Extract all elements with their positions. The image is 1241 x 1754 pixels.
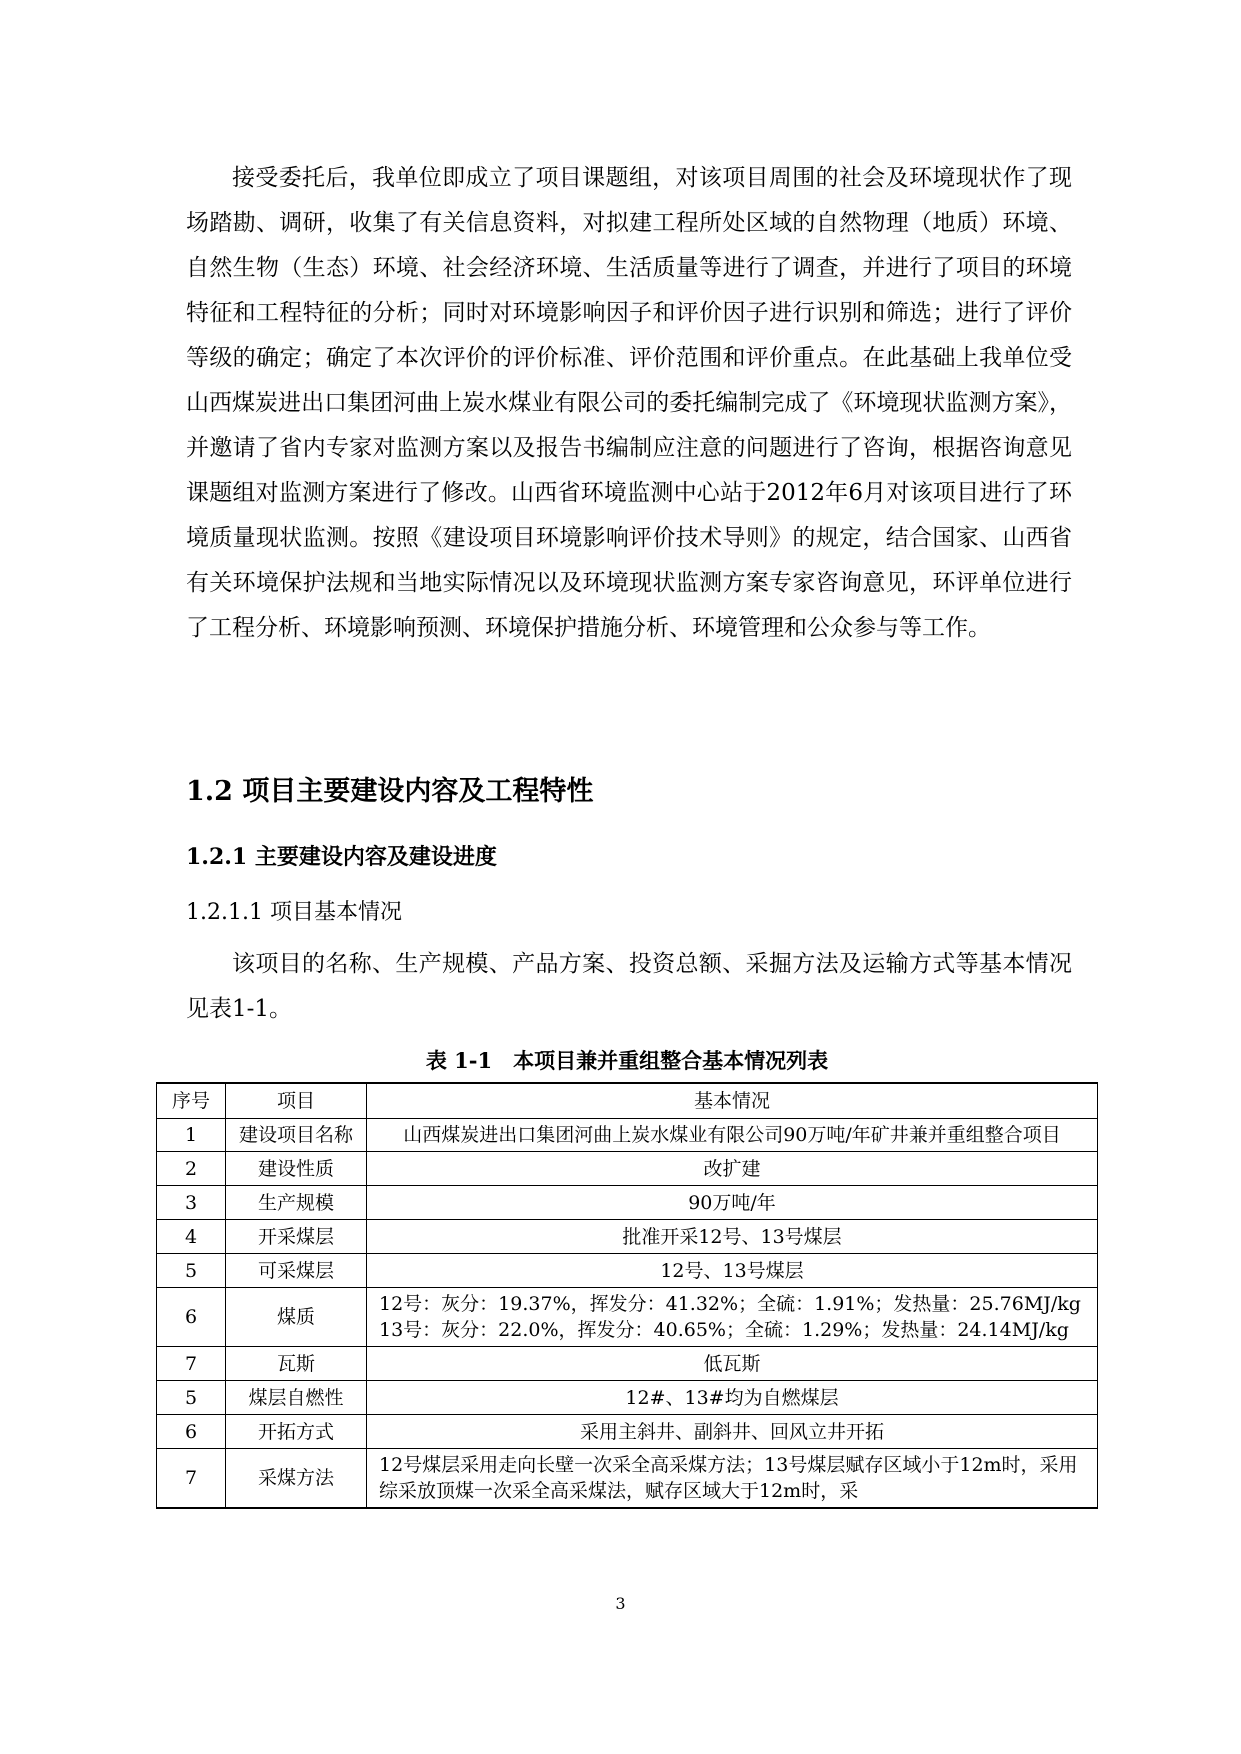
row-info: 90万吨/年 [367,1186,1098,1220]
intro-paragraph: 接受委托后，我单位即成立了项目课题组，对该项目周围的社会及环境现状作了现场踏勘、调研，收集了有关信息资料，对拟建工程所处区域的自然物理（地质）环境、自然生物（生态）环境、社会经济环境、生活质量等进行了调查，并进行了项目的环境特征和工程特征的分析；同时对环境影响因子和评价因子进行识别和筛选；进行了评价等级的确定；确定了本次评价的评价标准、评价范围和评价重点。在此基础上我单位受山西煤炭进出口集团河曲上炭水煤业有限公司的委托编制完成了《环境现状监测方案》，并邀请了省内专家对监测方案以及报告书编制应注意的问题进行了咨询，根据咨询意见课题组对监测方案进行了修改。山西省环境监测中心站于2012年6月对该项目进行了环境质量现状监测。按照《建设项目环境影响评价技术导则》的规定，结合国家、山西省有关环境保护法规和当地实际情况以及环境现状监测方案专家咨询意见，环评单位进行了工程分析、环境影响预测、环境保护措施分析、环境管理和公众参与等工作。 [186,165,1072,641]
project-info-table [156,1082,1098,1509]
row-info: 采用主斜井、副斜井、回风立井开拓 [367,1415,1098,1449]
row-no: 6 [157,1415,226,1449]
header-no: 序号 [157,1083,226,1119]
row-no: 7 [157,1449,226,1509]
row-item: 开拓方式 [226,1415,367,1449]
table-row [157,1220,1098,1254]
row-no: 7 [157,1347,226,1381]
coal-quality-line-13: 13号：灰分：22.0%，挥发分：40.65%；全硫：1.29%；发热量：24.14MJ/kg [379,1319,1069,1341]
row-no: 4 [157,1220,226,1254]
table-header-row [157,1083,1098,1119]
table-row [157,1152,1098,1186]
row-info: 改扩建 [367,1152,1098,1186]
table-row [157,1288,1098,1347]
row-no: 1 [157,1119,226,1152]
row-no: 5 [157,1254,226,1288]
row-item: 煤层自燃性 [226,1381,367,1415]
row-info: 12#、13#均为自燃煤层 [367,1381,1098,1415]
table-row [157,1381,1098,1415]
row-item: 开采煤层 [226,1220,367,1254]
row-info: 山西煤炭进出口集团河曲上炭水煤业有限公司90万吨/年矿井兼并重组整合项目 [367,1119,1098,1152]
row-item: 生产规模 [226,1186,367,1220]
coal-quality-line-12: 12号：灰分：19.37%，挥发分：41.32%；全硫：1.91%；发热量：25.76MJ/kg [379,1293,1081,1315]
section-heading: 1.2 项目主要建设内容及工程特性 [186,776,594,807]
table-row [157,1186,1098,1220]
row-info [367,1288,1098,1347]
row-item: 建设性质 [226,1152,367,1186]
row-item: 采煤方法 [226,1449,367,1509]
header-item: 项目 [226,1083,367,1119]
page-number: 3 [615,1594,626,1613]
description-paragraph: 该项目的名称、生产规模、产品方案、投资总额、采掘方法及运输方式等基本情况见表1-1。 [186,951,1072,1022]
table-row [157,1254,1098,1288]
row-item: 建设项目名称 [226,1119,367,1152]
table-row [157,1347,1098,1381]
subsubsection-heading: 1.2.1.1 项目基本情况 [186,900,402,925]
row-info: 批准开采12号、13号煤层 [367,1220,1098,1254]
table-caption: 表 1-1 本项目兼并重组整合基本情况列表 [425,1048,829,1073]
row-item: 瓦斯 [226,1347,367,1381]
subsection-heading: 1.2.1 主要建设内容及建设进度 [186,844,497,870]
row-no: 3 [157,1186,226,1220]
row-info: 低瓦斯 [367,1347,1098,1381]
table-row [157,1415,1098,1449]
table-row [157,1119,1098,1152]
row-no: 5 [157,1381,226,1415]
row-item: 煤质 [226,1288,367,1347]
row-item: 可采煤层 [226,1254,367,1288]
table-row [157,1449,1098,1509]
row-info: 12号、13号煤层 [367,1254,1098,1288]
row-info: 12号煤层采用走向长壁一次采全高采煤方法；13号煤层赋存区域小于12m时，采用综采放顶煤一次采全高采煤法，赋存区域大于12m时，采 [367,1449,1098,1509]
row-no: 6 [157,1288,226,1347]
header-info: 基本情况 [367,1083,1098,1119]
row-no: 2 [157,1152,226,1186]
